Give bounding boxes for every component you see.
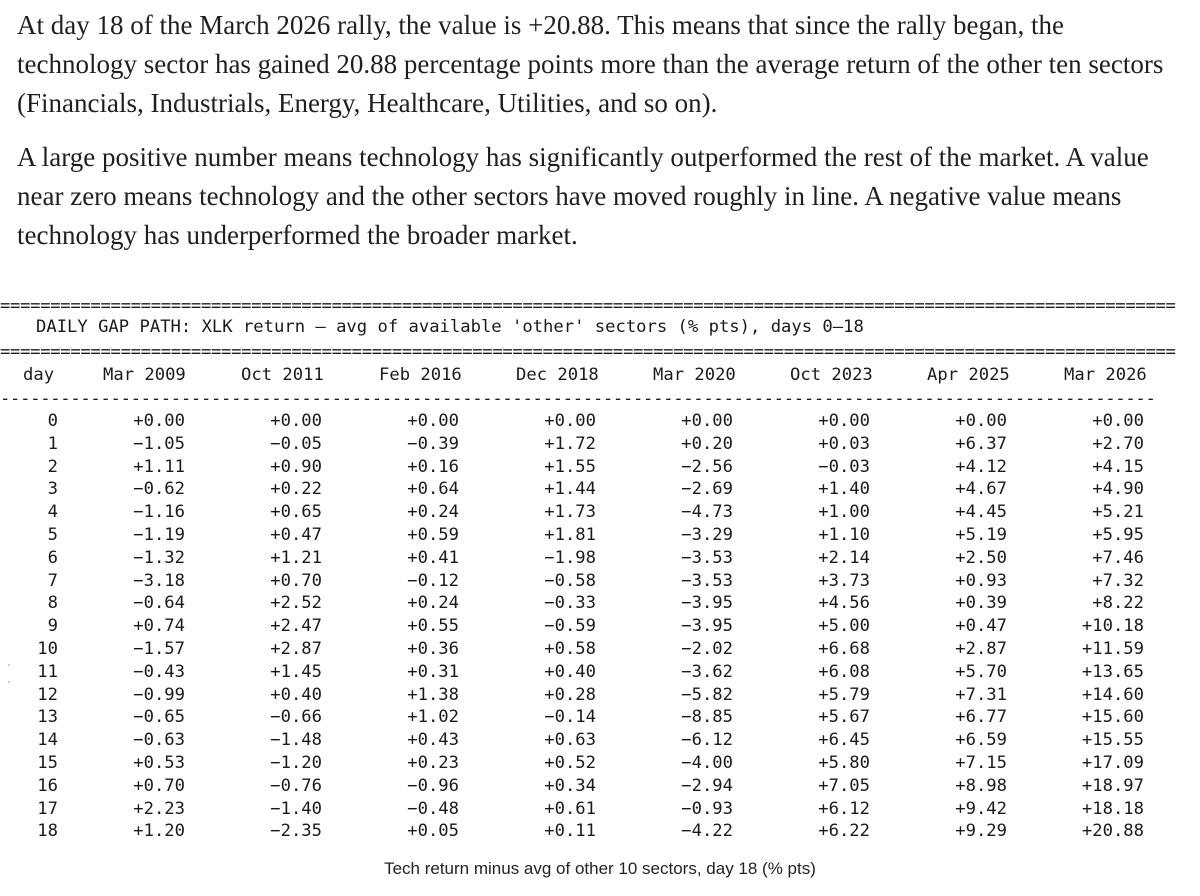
cell-day: 14 (37, 730, 58, 751)
cell-feb-2016: +0.24 (407, 593, 459, 614)
cell-apr-2025: +0.00 (955, 411, 1007, 431)
cell-mar-2020: −3.95 (681, 616, 733, 637)
cell-mar-2009: −0.99 (133, 684, 185, 705)
cell-apr-2025: +4.67 (955, 479, 1007, 500)
table-row (0, 616, 1200, 639)
double-rule-mid: ===================================================================================================================== (0, 342, 1176, 362)
cell-oct-2023: +1.00 (818, 502, 870, 523)
cell-mar-2026: +0.00 (1092, 411, 1144, 431)
table-row (0, 685, 1200, 708)
cell-mar-2026: +18.97 (1081, 775, 1144, 796)
cell-mar-2020: −2.94 (681, 775, 733, 796)
cell-mar-2020: +0.20 (681, 433, 733, 454)
cell-feb-2016: +0.23 (407, 752, 459, 773)
cell-mar-2026: +8.22 (1092, 593, 1144, 614)
cell-apr-2025: +4.45 (955, 502, 1007, 523)
cell-oct-2023: +5.79 (818, 684, 870, 705)
cell-dec-2018: −1.98 (544, 547, 596, 568)
cell-feb-2016: +0.43 (407, 730, 459, 751)
cell-mar-2009: −1.16 (133, 502, 185, 523)
cell-mar-2009: +2.23 (133, 798, 185, 819)
cell-oct-2011: +1.45 (270, 661, 322, 682)
gap-path-table (0, 411, 1200, 844)
cell-day: 5 (47, 524, 58, 545)
cell-oct-2023: +4.56 (818, 593, 870, 614)
cell-day: 18 (37, 821, 58, 842)
cell-oct-2023: +6.68 (818, 638, 870, 659)
cell-day: 16 (37, 775, 58, 796)
cell-feb-2016: −0.39 (407, 433, 459, 454)
cell-mar-2020: −4.00 (681, 752, 733, 773)
cell-mar-2020: −2.56 (681, 456, 733, 477)
table-row (0, 502, 1200, 525)
cell-apr-2025: +5.70 (955, 661, 1007, 682)
cell-mar-2009: −3.18 (133, 570, 185, 591)
cell-apr-2025: +2.50 (955, 547, 1007, 568)
table-row (0, 479, 1200, 502)
col-header-mar-2026: Mar 2026 (1064, 365, 1147, 385)
cell-oct-2011: −0.66 (270, 707, 322, 728)
cell-mar-2009: −0.43 (133, 661, 185, 682)
cell-day: 9 (47, 616, 58, 637)
cell-dec-2018: +1.72 (544, 433, 596, 454)
cell-apr-2025: +2.87 (955, 638, 1007, 659)
col-header-mar-2020: Mar 2020 (653, 365, 736, 385)
cell-mar-2020: −4.73 (681, 502, 733, 523)
cell-mar-2009: −0.63 (133, 730, 185, 751)
double-rule-top: ===================================================================================================================== (0, 296, 1176, 316)
cell-feb-2016: +0.36 (407, 638, 459, 659)
cell-oct-2023: +6.45 (818, 730, 870, 751)
cell-apr-2025: +0.93 (955, 570, 1007, 591)
cell-mar-2026: +7.46 (1092, 547, 1144, 568)
single-rule: ------------------------------------------------------------------------------------------------------------------- (0, 389, 1155, 409)
cell-oct-2011: +0.47 (270, 524, 322, 545)
cell-mar-2009: +1.20 (133, 821, 185, 842)
cell-apr-2025: +7.15 (955, 752, 1007, 773)
cell-day: 6 (47, 547, 58, 568)
cell-day: 3 (47, 479, 58, 500)
cell-mar-2009: +0.53 (133, 752, 185, 773)
cell-oct-2011: −1.20 (270, 752, 322, 773)
cell-day: 7 (47, 570, 58, 591)
cell-apr-2025: +6.37 (955, 433, 1007, 454)
table-row (0, 434, 1200, 457)
table-header (0, 365, 1200, 389)
cell-dec-2018: +1.73 (544, 502, 596, 523)
cell-oct-2011: +0.65 (270, 502, 322, 523)
table-row (0, 639, 1200, 662)
cell-mar-2026: +15.60 (1081, 707, 1144, 728)
cell-feb-2016: +0.55 (407, 616, 459, 637)
table-row (0, 411, 1200, 434)
cell-dec-2018: +0.28 (544, 684, 596, 705)
table-row (0, 548, 1200, 571)
cell-oct-2011: +2.87 (270, 638, 322, 659)
cell-day: 2 (47, 456, 58, 477)
cell-mar-2026: +5.21 (1092, 502, 1144, 523)
cell-mar-2026: +15.55 (1081, 730, 1144, 751)
cell-dec-2018: −0.58 (544, 570, 596, 591)
cell-mar-2020: −2.02 (681, 638, 733, 659)
cell-dec-2018: −0.14 (544, 707, 596, 728)
cell-apr-2025: +9.29 (955, 821, 1007, 842)
table-row (0, 730, 1200, 753)
table-title (0, 317, 864, 337)
table-row (0, 662, 1200, 685)
cell-mar-2026: +17.09 (1081, 752, 1144, 773)
cell-mar-2026: +20.88 (1081, 821, 1144, 842)
table-caption: Tech return minus avg of other 10 sectors, day 18 (% pts) (384, 859, 816, 878)
cell-mar-2009: −0.65 (133, 707, 185, 728)
cell-apr-2025: +9.42 (955, 798, 1007, 819)
cell-day: 8 (47, 593, 58, 614)
cell-mar-2026: +14.60 (1081, 684, 1144, 705)
cell-oct-2011: −2.35 (270, 821, 322, 842)
cell-mar-2009: +0.74 (133, 616, 185, 637)
col-header-oct-2011: Oct 2011 (241, 365, 324, 385)
cell-feb-2016: −0.96 (407, 775, 459, 796)
cell-oct-2023: +5.80 (818, 752, 870, 773)
cell-mar-2020: −8.85 (681, 707, 733, 728)
cell-feb-2016: +0.64 (407, 479, 459, 500)
cell-day: 13 (37, 707, 58, 728)
cell-mar-2026: +11.59 (1081, 638, 1144, 659)
cell-oct-2023: +6.08 (818, 661, 870, 682)
cell-oct-2023: +3.73 (818, 570, 870, 591)
cell-oct-2011: −0.05 (270, 433, 322, 454)
cell-feb-2016: +0.59 (407, 524, 459, 545)
cell-apr-2025: +6.59 (955, 730, 1007, 751)
cell-oct-2011: +0.90 (270, 456, 322, 477)
table-row (0, 753, 1200, 776)
scan-speck (8, 681, 10, 683)
cell-apr-2025: +5.19 (955, 524, 1007, 545)
cell-day: 11 (37, 661, 58, 682)
cell-mar-2020: −3.62 (681, 661, 733, 682)
cell-mar-2026: +4.90 (1092, 479, 1144, 500)
cell-dec-2018: −0.33 (544, 593, 596, 614)
cell-dec-2018: +0.11 (544, 821, 596, 842)
cell-mar-2020: +0.00 (681, 411, 733, 431)
cell-mar-2026: +18.18 (1081, 798, 1144, 819)
cell-feb-2016: −0.48 (407, 798, 459, 819)
cell-feb-2016: +1.02 (407, 707, 459, 728)
cell-oct-2023: +7.05 (818, 775, 870, 796)
table-row (0, 707, 1200, 730)
cell-feb-2016: +0.24 (407, 502, 459, 523)
cell-dec-2018: +0.61 (544, 798, 596, 819)
cell-oct-2023: +1.10 (818, 524, 870, 545)
cell-apr-2025: +4.12 (955, 456, 1007, 477)
cell-mar-2009: −1.05 (133, 433, 185, 454)
cell-day: 1 (47, 433, 58, 454)
cell-mar-2026: +2.70 (1092, 433, 1144, 454)
cell-apr-2025: +7.31 (955, 684, 1007, 705)
cell-dec-2018: +1.55 (544, 456, 596, 477)
cell-mar-2009: −0.62 (133, 479, 185, 500)
cell-feb-2016: +1.38 (407, 684, 459, 705)
cell-apr-2025: +0.47 (955, 616, 1007, 637)
col-header-apr-2025: Apr 2025 (927, 365, 1010, 385)
cell-oct-2023: +0.00 (818, 411, 870, 431)
cell-mar-2009: +0.70 (133, 775, 185, 796)
cell-dec-2018: +0.58 (544, 638, 596, 659)
cell-oct-2011: +2.47 (270, 616, 322, 637)
cell-mar-2020: −3.29 (681, 524, 733, 545)
table-row (0, 593, 1200, 616)
cell-dec-2018: +0.40 (544, 661, 596, 682)
cell-mar-2009: +1.11 (133, 456, 185, 477)
cell-dec-2018: +0.34 (544, 775, 596, 796)
cell-mar-2026: +7.32 (1092, 570, 1144, 591)
cell-oct-2011: −1.48 (270, 730, 322, 751)
table-row (0, 821, 1200, 844)
cell-dec-2018: +0.52 (544, 752, 596, 773)
cell-day: 10 (37, 638, 58, 659)
cell-apr-2025: +6.77 (955, 707, 1007, 728)
cell-mar-2026: +13.65 (1081, 661, 1144, 682)
cell-mar-2020: −3.53 (681, 570, 733, 591)
cell-oct-2023: +6.12 (818, 798, 870, 819)
cell-oct-2011: −1.40 (270, 798, 322, 819)
cell-dec-2018: +1.81 (544, 524, 596, 545)
cell-mar-2026: +4.15 (1092, 456, 1144, 477)
cell-mar-2009: −1.57 (133, 638, 185, 659)
cell-apr-2025: +0.39 (955, 593, 1007, 614)
cell-oct-2023: +2.14 (818, 547, 870, 568)
col-header-mar-2009: Mar 2009 (103, 365, 186, 385)
paragraph-day18-explanation: At day 18 of the March 2026 rally, the value is +20.88. This means that since the rally began, the technology sector has gained 20.88 percentage points more than the average return of the other ten sectors (Financials, Industrials, Energy, Healthcare, Utilities, and so on). (17, 10, 1164, 118)
cell-mar-2026: +5.95 (1092, 524, 1144, 545)
cell-mar-2020: −0.93 (681, 798, 733, 819)
cell-day: 4 (47, 502, 58, 523)
col-header-dec-2018: Dec 2018 (516, 365, 599, 385)
scan-speck (8, 664, 10, 666)
cell-oct-2011: +0.70 (270, 570, 322, 591)
cell-oct-2011: −0.76 (270, 775, 322, 796)
cell-mar-2020: −2.69 (681, 479, 733, 500)
col-header-day: day (23, 365, 55, 385)
explanation-text (17, 6, 1187, 270)
cell-oct-2023: −0.03 (818, 456, 870, 477)
table-row (0, 776, 1200, 799)
cell-feb-2016: +0.41 (407, 547, 459, 568)
cell-mar-2020: −6.12 (681, 730, 733, 751)
col-header-feb-2016: Feb 2016 (379, 365, 462, 385)
cell-mar-2009: −1.19 (133, 524, 185, 545)
cell-dec-2018: +0.63 (544, 730, 596, 751)
cell-mar-2020: −3.95 (681, 593, 733, 614)
cell-feb-2016: −0.12 (407, 570, 459, 591)
cell-mar-2009: +0.00 (133, 411, 185, 431)
cell-day: 12 (37, 684, 58, 705)
cell-oct-2011: +0.40 (270, 684, 322, 705)
table-title-text: DAILY GAP PATH: XLK return – avg of available 'other' sectors (% pts), days 0–18 (36, 317, 864, 337)
cell-oct-2011: +2.52 (270, 593, 322, 614)
table-row (0, 457, 1200, 480)
table-row (0, 525, 1200, 548)
cell-mar-2026: +10.18 (1081, 616, 1144, 637)
cell-oct-2023: +5.00 (818, 616, 870, 637)
col-header-oct-2023: Oct 2023 (790, 365, 873, 385)
cell-mar-2009: −1.32 (133, 547, 185, 568)
paragraph-interpretation: A large positive number means technology has significantly outperformed the rest of the market. A value near zero means technology and the other sectors have moved roughly in line. A negative value means technology has underperformed the broader market. (17, 142, 1149, 250)
cell-mar-2020: −4.22 (681, 821, 733, 842)
cell-apr-2025: +8.98 (955, 775, 1007, 796)
table-row (0, 571, 1200, 594)
cell-mar-2020: −3.53 (681, 547, 733, 568)
cell-day: 15 (37, 752, 58, 773)
cell-feb-2016: +0.00 (407, 411, 459, 431)
cell-feb-2016: +0.05 (407, 821, 459, 842)
cell-mar-2020: −5.82 (681, 684, 733, 705)
cell-oct-2023: +5.67 (818, 707, 870, 728)
cell-oct-2011: +0.00 (270, 411, 322, 431)
cell-oct-2023: +1.40 (818, 479, 870, 500)
cell-oct-2011: +0.22 (270, 479, 322, 500)
cell-feb-2016: +0.31 (407, 661, 459, 682)
cell-dec-2018: +0.00 (544, 411, 596, 431)
table-row (0, 799, 1200, 822)
cell-oct-2023: +0.03 (818, 433, 870, 454)
cell-dec-2018: −0.59 (544, 616, 596, 637)
cell-feb-2016: +0.16 (407, 456, 459, 477)
cell-oct-2011: +1.21 (270, 547, 322, 568)
cell-day: 17 (37, 798, 58, 819)
cell-mar-2009: −0.64 (133, 593, 185, 614)
cell-day: 0 (47, 411, 58, 431)
cell-dec-2018: +1.44 (544, 479, 596, 500)
cell-oct-2023: +6.22 (818, 821, 870, 842)
